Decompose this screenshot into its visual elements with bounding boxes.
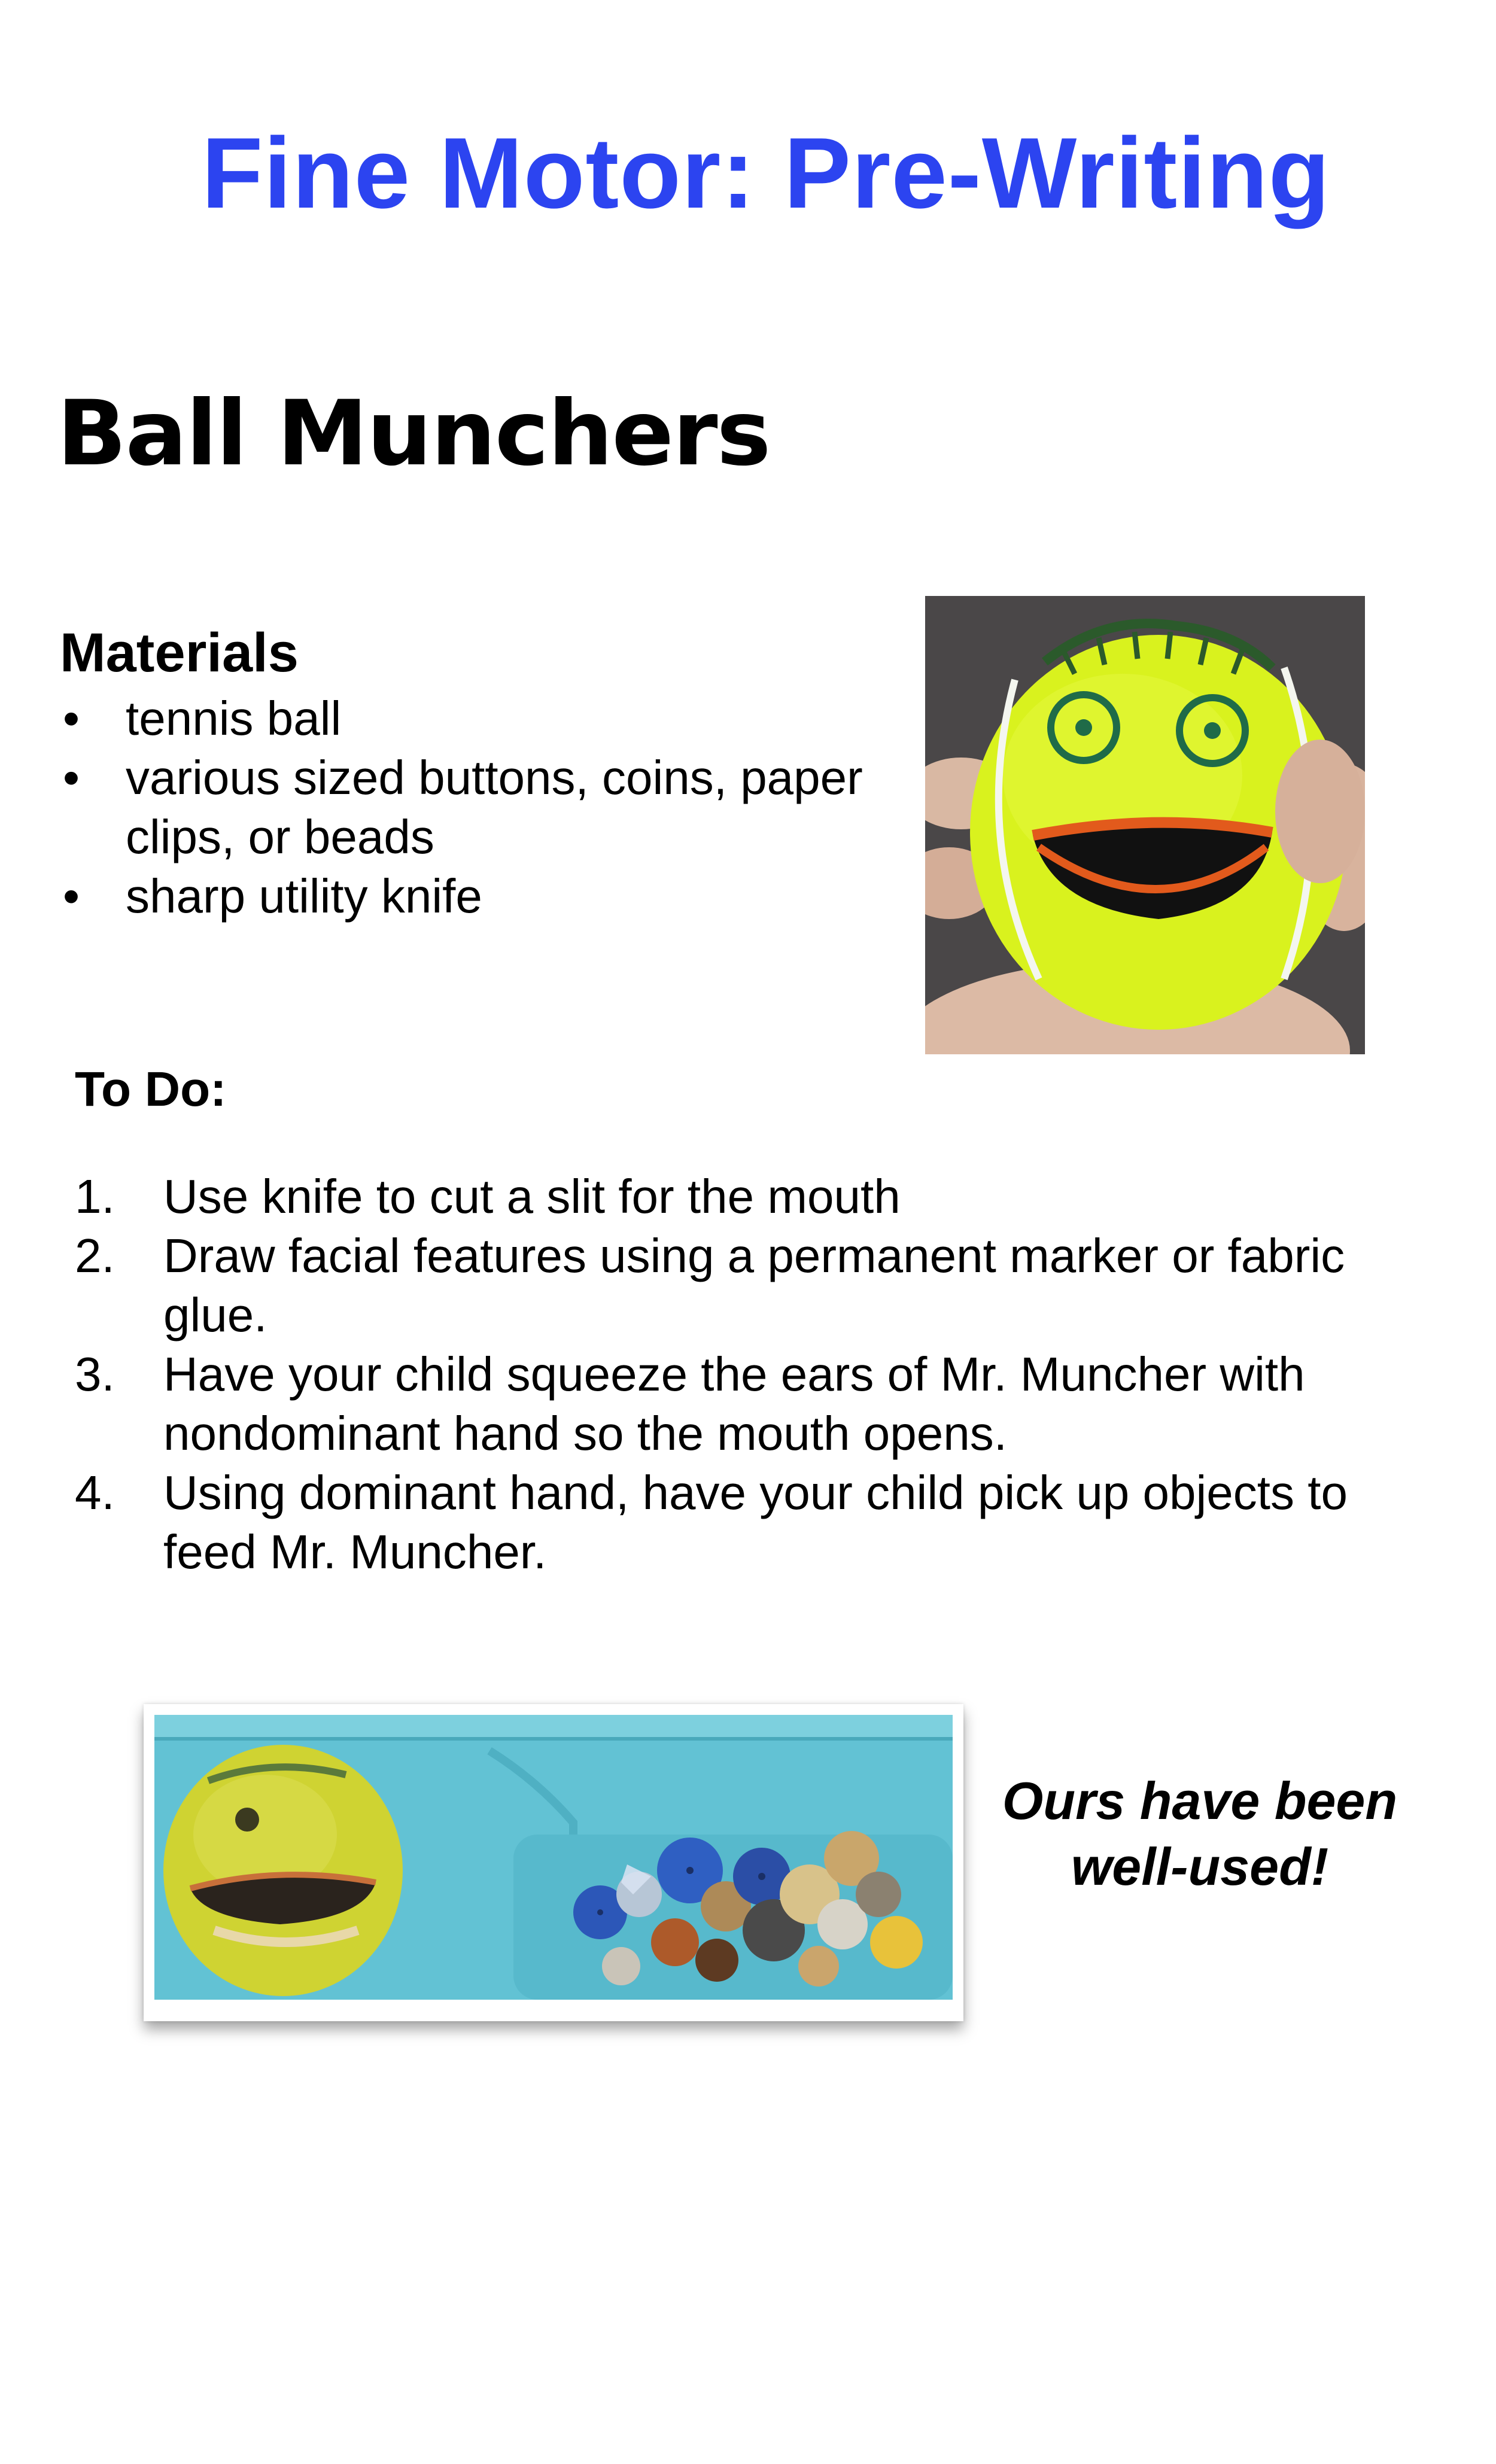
step-number: 3. <box>75 1347 115 1401</box>
materials-heading: Materials <box>60 622 299 683</box>
step-text: Use knife to cut a slit for the mouth <box>163 1170 901 1223</box>
list-item <box>75 1167 1421 1226</box>
step-text: Draw facial features using a permanent marker or fabric glue. <box>163 1229 1345 1341</box>
activity-title: Ball Munchers <box>57 382 770 486</box>
caption-line: well-used! <box>1071 1837 1329 1896</box>
list-item <box>60 689 868 748</box>
material-text: sharp utility knife <box>126 869 482 923</box>
step-number: 2. <box>75 1229 115 1282</box>
materials-section <box>60 622 868 926</box>
list-item <box>60 748 868 866</box>
page-title: Fine Motor: Pre-Writing <box>201 117 1331 229</box>
well-used-photo-frame <box>144 1704 963 2021</box>
bullet-icon: • <box>63 692 80 745</box>
material-text: tennis ball <box>126 692 342 745</box>
bullet-icon: • <box>63 869 80 923</box>
bullet-icon: • <box>63 751 80 804</box>
material-text: various sized buttons, coins, paper clips, or beads <box>126 751 863 863</box>
well-used-photo <box>154 1715 953 2000</box>
step-text: Have your child squeeze the ears of Mr. Muncher with nondominant hand so the mouth opens. <box>163 1347 1305 1460</box>
caption-line: Ours have been <box>1002 1771 1398 1830</box>
list-item <box>75 1463 1421 1581</box>
todo-heading: To Do: <box>75 1062 227 1117</box>
list-item <box>75 1226 1421 1344</box>
step-number: 4. <box>75 1466 115 1519</box>
step-text: Using dominant hand, have your child pick up objects to feed Mr. Muncher. <box>163 1466 1348 1578</box>
photo-caption <box>957 1768 1442 1900</box>
list-item <box>60 866 868 926</box>
ball-muncher-photo <box>925 596 1365 1054</box>
todo-steps <box>75 1167 1421 1581</box>
step-number: 1. <box>75 1170 115 1223</box>
list-item <box>75 1344 1421 1463</box>
materials-list <box>60 689 868 926</box>
